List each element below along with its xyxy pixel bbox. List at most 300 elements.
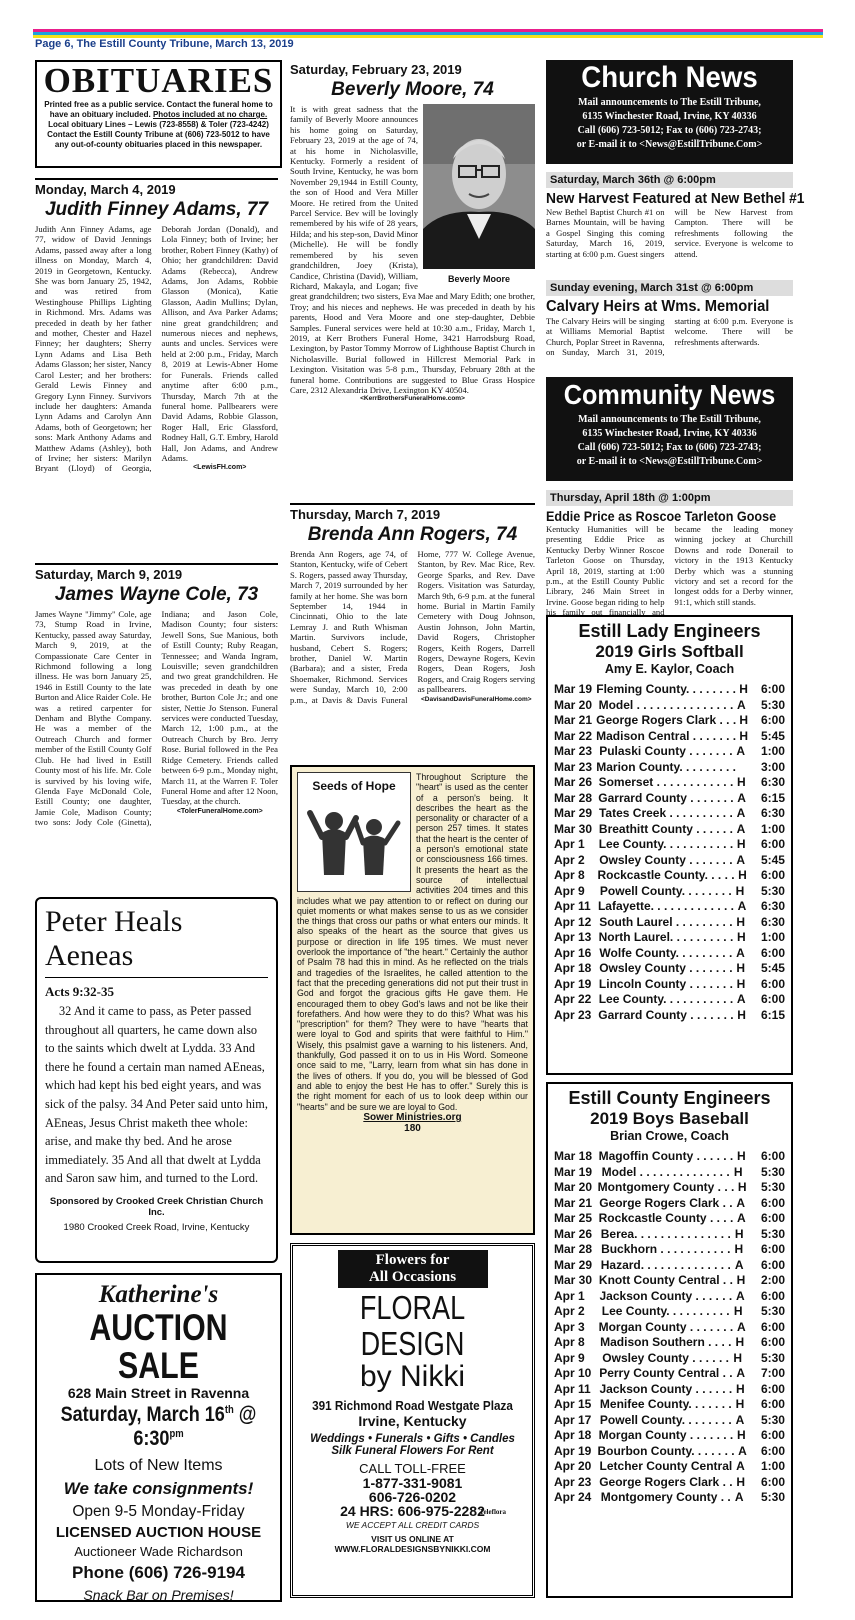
- game-opponent: Somerset . . . . . . . . . . . .: [598, 775, 734, 789]
- auction-line6: Snack Bar on Premises!: [83, 1587, 234, 1603]
- game-time: 6:00: [760, 713, 785, 727]
- softball-coach: Amy E. Kaylor, Coach: [604, 662, 735, 676]
- auction-headline: AUCTION SALE: [89, 1307, 228, 1386]
- schedule-row: [554, 775, 785, 791]
- game-site: A: [736, 1195, 746, 1210]
- baseball-schedule: [546, 1082, 793, 1598]
- game-date: Apr 20: [554, 1459, 592, 1473]
- game-date: Mar 21: [554, 1195, 593, 1210]
- obit-cole: [35, 563, 278, 885]
- game-opponent: Knott County Central . .: [598, 1273, 733, 1287]
- game-opponent: Fleming County. . . . . . . .: [596, 682, 737, 696]
- game-time: 6:00: [760, 1211, 785, 1225]
- game-opponent: Letcher County Central: [599, 1459, 733, 1473]
- game-opponent: Marion County. . . . . . . . .: [596, 759, 737, 774]
- obit-credit[interactable]: <LewisFH.com>: [193, 464, 247, 472]
- game-site: A: [735, 1412, 745, 1427]
- game-opponent: Model . . . . . . . . . . . . . .: [601, 1164, 730, 1179]
- game-time: 5:30: [760, 1226, 785, 1241]
- game-time: 5:30: [760, 1412, 785, 1427]
- schedule-row: [554, 791, 785, 807]
- game-site: A: [736, 852, 746, 867]
- schedule-row: [554, 1413, 785, 1429]
- game-opponent: Breathitt County . . . . . .: [598, 821, 733, 836]
- obit-body: Brenda Ann Rogers, age 74, of Stanton, Kentucky, wife of Cebert S. Rogers, passed away Thursday, March 7, 2019 surrounded by her family at her home. She was born September 14, 1944 in Cincinnati, Ohio to the late Lemray J. and Ruth Whisman Martin. Survivors include, husband, Cebert S. Rogers; brother, Daniel W. Martin (Barbara); and a sister, Freda Shoemaker, Richmond. Services were Sunday, March 10, 2:00 p.m., at Davis & Davis Funeral Home, 777 W. College Avenue, Stanton, by Rev. Mac Rice, Rev. George Sparks, and Rev. Dave Rogers. Visitation was Saturday, March 9th, 6-9 p.m. at the funeral home. Burial in Martin Family Cemetery with Doug Johnson, Austin Johnson, John Martin, David Rogers, Christopher Rogers, Keith Rogers, Darrell Rogers, Dewayne Rogers, Kevin Rogers, Dean Rogers, Josh Rogers, and Craig Rogers serving as pallbearers. <DavisandDavisFuneralHome.com>: [290, 549, 535, 705]
- obit-name: James Wayne Cole, 73: [54, 584, 259, 605]
- schedule-row: [554, 682, 785, 698]
- seeds-site[interactable]: Sower Ministries.org: [363, 1111, 462, 1123]
- schedule-row: [554, 1459, 785, 1475]
- game-date: Apr 19: [554, 1443, 592, 1458]
- floral-local[interactable]: 606-726-0202: [368, 1489, 457, 1505]
- schedule-row: [554, 837, 785, 853]
- game-date: Apr 8: [554, 1335, 585, 1349]
- schedule-row: [554, 698, 785, 714]
- game-site: A: [734, 1257, 744, 1272]
- game-date: Mar 30: [554, 821, 593, 836]
- baseball-games: [554, 1149, 785, 1506]
- obit-date: Monday, March 4, 2019: [35, 178, 278, 197]
- game-opponent: Menifee County. . . . . . .: [599, 1397, 732, 1411]
- game-site: H: [736, 1381, 745, 1396]
- game-time: 5:30: [760, 1490, 785, 1504]
- event-date: Thursday, April 18th @ 1:00pm: [546, 490, 793, 506]
- game-date: Apr 18: [554, 1428, 592, 1442]
- schedule-row: [554, 1227, 785, 1243]
- peter-title: Peter Heals Aeneas: [45, 905, 268, 978]
- game-date: Apr 1: [554, 1288, 585, 1303]
- seeds-body: Throughout Scripture the "heart" is used as the center of a person's being. It describes the heart as the personality or character of a person 257 times. It states that the heart is the center of a person's emotional state or consciousness 166 times. It presents the heart as the source of intellectual activities 204 times and this includes what we pay attention to or reflect on during our quiet moments or what makes sense to us as we consider the things that cross our paths or what enters our minds. It also speaks of the heart as the source that gives us purpose or direction in life 195 times. We must never overlook the importance of "the heart." Certainly the author of Psalm 78 had this in mind. As he reflected on the trials and tragedies of the Israelites, he called attention to the fact that the preceding generations did not put their trust in God and forgot the gracious gifts He gave them. He encouraged them to obey God's laws and not be like their forefathers. And how were they to do this? What was his "prescription" for them? They were to have "hearts that were loyal to God and spirits that were faithful to Him." Wisely, this psalmist gave a warning to his listeners. And, thankfully, God passed it on to us in His Word. Someone once said to me, "Larry, learn from what sin has done in the lives of others. If you do, you will be blessed of God and able to enjoy the best He has to offer." Surely this is the right moment for each of us to look deep within our "hearts" and be sure we are loyal to God.: [297, 772, 528, 1112]
- obituaries-box: [35, 60, 282, 168]
- game-time: 6:00: [760, 837, 785, 851]
- game-site: H: [736, 1428, 746, 1442]
- game-opponent: Jackson County . . . . . .: [599, 1288, 733, 1303]
- game-time: 5:30: [760, 1350, 785, 1365]
- game-site: H: [739, 713, 749, 727]
- notice-text2: Local obituary Lines – Lewis (723-8558) & Toler (723-4242): [48, 120, 269, 129]
- obit-adams: [35, 178, 278, 556]
- game-time: 6:00: [760, 976, 785, 991]
- baseball-coach: Brian Crowe, Coach: [610, 1129, 729, 1143]
- game-site: A: [736, 1459, 745, 1473]
- game-opponent: George Rogers Clark . . .: [596, 713, 737, 727]
- obit-credit[interactable]: <KerrBrothersFuneralHome.com>: [360, 395, 465, 403]
- game-site: H: [736, 1273, 746, 1287]
- game-site: A: [736, 1211, 746, 1225]
- community-news-info: Mail announcements to The Estill Tribune, 6135 Winchester Road, Irvine, KY 40336 Call (606) 723-5012; Fax to (606) 723-2743; or E-mail it to <News@EstillTribune.Com>: [576, 414, 763, 467]
- game-time: 6:00: [760, 1195, 785, 1210]
- event-title: Calvary Heirs at Wms. Memorial: [546, 298, 770, 315]
- schedule-row: [554, 1149, 785, 1165]
- game-date: Mar 30: [554, 1273, 593, 1287]
- game-site: H: [739, 682, 748, 696]
- game-site: A: [736, 1288, 745, 1303]
- auction-phone[interactable]: Phone (606) 726-9194: [72, 1563, 245, 1582]
- game-date: Mar 19: [554, 682, 593, 696]
- obit-name: Brenda Ann Rogers, 74: [307, 524, 518, 545]
- obit-date: Saturday, March 9, 2019: [35, 563, 278, 582]
- game-opponent: South Laurel . . . . . . . . .: [599, 914, 733, 929]
- game-site: A: [737, 790, 746, 805]
- game-site: A: [736, 1366, 746, 1380]
- game-site: H: [739, 728, 749, 743]
- game-time: 6:15: [760, 790, 785, 805]
- game-time: 6:00: [760, 1319, 785, 1334]
- game-time: 7:00: [760, 1366, 785, 1380]
- game-site: H: [736, 961, 746, 975]
- floral-name2: by Nikki: [359, 1360, 465, 1393]
- schedule-row: [554, 930, 785, 946]
- auction-name: Katherine's: [98, 1281, 219, 1308]
- game-date: Mar 20: [554, 1180, 593, 1194]
- game-site: H: [736, 775, 746, 789]
- game-date: Mar 21: [554, 713, 593, 727]
- teleflora-logo: Teleflora: [479, 1508, 506, 1516]
- game-time: 1:00: [760, 744, 785, 758]
- floral-cards: WE ACCEPT ALL CREDIT CARDS: [345, 1520, 480, 1530]
- game-site: H: [737, 1007, 746, 1022]
- obit-date: Saturday, February 23, 2019: [290, 62, 462, 77]
- auction-line3: Open 9-5 Monday-Friday: [72, 1503, 245, 1520]
- game-date: Mar 26: [554, 775, 593, 789]
- floral-tollfree[interactable]: 1-877-331-9081: [362, 1475, 463, 1491]
- game-opponent: Garrard County . . . . . . .: [598, 790, 734, 805]
- auction-line2: We take consignments!: [63, 1479, 254, 1498]
- peter-sponsor: Sponsored by Crooked Creek Christian Church Inc.: [49, 1195, 264, 1218]
- game-opponent: Berea. . . . . . . . . . . . . . .: [600, 1226, 731, 1241]
- game-opponent: Montgomery County . .: [600, 1490, 731, 1504]
- game-site: H: [736, 930, 746, 944]
- game-time: 6:00: [760, 1443, 785, 1458]
- obit-credit[interactable]: <DavisandDavisFuneralHome.com>: [420, 695, 532, 703]
- game-date: Apr 1: [554, 837, 585, 851]
- event-date: Saturday, March 36th @ 6:00pm: [546, 172, 793, 188]
- game-date: Apr 11: [554, 899, 591, 913]
- schedule-row: [554, 713, 785, 729]
- game-opponent: Lee County. . . . . . . . . . .: [598, 992, 734, 1006]
- game-date: Apr 10: [554, 1366, 592, 1380]
- game-opponent: George Rogers Clark . .: [599, 1474, 733, 1489]
- floral-silk: Silk Funeral Flowers For Rent: [331, 1445, 494, 1457]
- game-site: A: [738, 1443, 747, 1458]
- game-date: Mar 23: [554, 759, 593, 774]
- schedule-row: [554, 1180, 785, 1196]
- game-site: H: [733, 1304, 743, 1318]
- game-opponent: Buckhorn . . . . . . . . . . .: [601, 1242, 731, 1256]
- game-site: H: [734, 1242, 744, 1256]
- game-opponent: Morgan County . . . . . . .: [598, 1428, 734, 1442]
- church-news-info: Mail announcements to The Estill Tribune, 6135 Winchester Road, Irvine, KY 40336 Call (606) 723-5012; Fax to (606) 723-2743; or E-mail it to <News@EstillTribune.Com>: [576, 97, 763, 150]
- church-news-title: Church News: [581, 61, 758, 94]
- game-time: 6:00: [760, 1288, 785, 1303]
- schedule-row: [554, 1289, 785, 1305]
- floral-call: CALL TOLL-FREE: [359, 1461, 466, 1476]
- game-time: 6:00: [760, 682, 785, 696]
- game-time: 5:30: [760, 1164, 785, 1179]
- obit-body: James Wayne "Jimmy" Cole, age 73, Stump Road in Irvine, Kentucky, passed away Saturday, March 9, 2019, at the Compassionate Care Center in Richmond following a long illness. He was born January 25, 1946 in Estill County to the late Burton and Alice Raider Cole. He was a retired carpenter for Denham and Blythe Company. He was a member of the Outreach Church and former member of the Estill County Golf Club. He had lived in Estill County most of his life. Mr. Cole is survived by his loving wife, Glenda Faye McDonald Cole, Estill County; one daughter, Jamie Cole, Madison County; two sons: Jody Cole (Ginetta), Indiana; and Jason Cole, Madison County; four sisters: Jewell Sons, Sue Manious, both of Estill County; Ruby Reagan, Tennessee; and Wanda Ingram, Louisville; seven grandchildren and two great grandchildren. He was preceded in death by one brother, Burton Cole Jr.; and one sister, Nettie Jo Stenson. Funeral services were conducted Tuesday, March 12, 1:00 p.m., at the Outreach Church by Bro. Jerry Rose. Burial followed in the Pea Ridge Cemetery. Friends called between 6-9 p.m., Monday night, March 11, at the Warren F. Toler Funeral Home and after 12 Noon, Tuesday, at the church. <TolerFuneralHome.com>: [35, 609, 278, 828]
- game-time: 6:00: [760, 1335, 785, 1349]
- game-date: Mar 20: [554, 697, 593, 712]
- game-time: 1:00: [760, 821, 785, 836]
- game-time: 1:00: [760, 1459, 785, 1473]
- game-time: 6:00: [760, 945, 785, 960]
- game-date: Apr 2: [554, 1304, 585, 1318]
- event-title: Eddie Price as Roscoe Tarleton Goose: [546, 508, 777, 524]
- game-site: H: [736, 914, 746, 929]
- schedule-row: [554, 760, 785, 776]
- church-event-1: [546, 172, 805, 274]
- game-opponent: Lincoln County . . . . . . .: [598, 976, 733, 991]
- schedule-row: [554, 1304, 785, 1320]
- game-time: 6:00: [760, 1381, 785, 1396]
- page-header: Page 6, The Estill County Tribune, March 13, 2019: [35, 38, 294, 50]
- peter-ref: Acts 9:32-35: [45, 984, 114, 999]
- schedule-row: [554, 1211, 785, 1227]
- notice-text3: Contact the Estill County Tribune at (606) 723-5012 to have any out-of-county obituaries placed in this newspaper.: [47, 130, 270, 149]
- auction-address: 628 Main Street in Ravenna: [67, 1385, 250, 1401]
- auction-ad: [35, 1273, 282, 1602]
- game-site: H: [736, 1474, 746, 1489]
- game-site: H: [736, 837, 746, 851]
- game-opponent: Perry County Central . .: [599, 1366, 733, 1380]
- floral-name1: FLORAL DESIGN: [359, 1289, 466, 1362]
- community-news-title: Community News: [563, 379, 776, 410]
- game-opponent: Montgomery County . . .: [597, 1180, 735, 1194]
- game-date: Mar 28: [554, 790, 593, 805]
- game-site: H: [734, 1226, 744, 1241]
- softball-games: [554, 682, 785, 1023]
- event-body: Kentucky Humanities will be presenting Eddie Price as Kentucky Derby Winner Roscoe Tarleton Goose on Thursday, April 18, 2019, starting at 1:00 p.m., at the Estill County Public Library, 246 Main Street in Irvine. Goose began riding to help his family out financially and became the leading money winning jockey at Churchill Downs and rode Donerail to victory in the 1913 Kentucky Derby which was a stunning victory and set a record for the longest odds for a Derby winner, 91:1, which still stands.: [546, 524, 793, 618]
- game-time: 6:00: [760, 1242, 785, 1256]
- game-date: Apr 13: [554, 930, 592, 944]
- obituaries-notice: [37, 100, 280, 150]
- game-date: Apr 22: [554, 992, 592, 1006]
- game-opponent: Powell County. . . . . . . .: [599, 883, 732, 898]
- game-date: Apr 3: [554, 1319, 585, 1334]
- church-news-banner: [546, 60, 793, 164]
- game-date: Mar 19: [554, 1164, 593, 1179]
- game-opponent: Rockcastle County . . . .: [598, 1211, 734, 1225]
- community-event: [546, 490, 793, 618]
- notice-text1b: Photos included at no charge.: [152, 110, 268, 119]
- game-time: 6:30: [760, 914, 785, 929]
- auction-date: Saturday, March 16th @ $6:30^{pm}$: [60, 1403, 257, 1450]
- game-date: Mar 28: [554, 1242, 593, 1256]
- floral-url[interactable]: WWW.FLORALDESIGNSBYNIKKI.COM: [334, 1544, 491, 1554]
- game-time: 5:30: [760, 697, 785, 712]
- schedule-row: [554, 884, 785, 900]
- floral-services: Weddings • Funerals • Gifts • Candles: [310, 1433, 515, 1445]
- seeds-num: 180: [404, 1122, 421, 1134]
- game-site: H: [738, 868, 747, 882]
- game-date: Apr 9: [554, 883, 585, 898]
- game-opponent: Madison Southern . . . .: [600, 1335, 732, 1349]
- game-site: H: [736, 1149, 746, 1163]
- game-opponent: Pulaski County . . . . . . .: [599, 744, 733, 758]
- game-opponent: Tates Creek . . . . . . . . . .: [598, 806, 733, 820]
- seeds-figures-icon: [304, 793, 404, 878]
- softball-title1: Estill Lady Engineers: [578, 621, 761, 641]
- game-site: A: [736, 821, 746, 836]
- floral-tag: Flowers for All Occasions: [338, 1250, 488, 1288]
- game-site: H: [735, 883, 745, 898]
- obit-date: Thursday, March 7, 2019: [290, 503, 535, 522]
- game-time: 6:00: [760, 868, 785, 882]
- game-time: 1:00: [760, 930, 785, 944]
- game-time: 6:00: [760, 992, 785, 1006]
- game-time: 6:30: [760, 899, 785, 913]
- schedule-row: [554, 1351, 785, 1367]
- auction-line4: LICENSED AUCTION HOUSE: [55, 1524, 262, 1541]
- game-date: Apr 16: [554, 945, 592, 960]
- game-opponent: Wolfe County. . . . . . . . .: [599, 945, 733, 960]
- game-time: 5:45: [760, 728, 785, 743]
- schedule-row: [554, 1382, 785, 1398]
- game-date: Mar 25: [554, 1211, 593, 1225]
- game-date: Mar 18: [554, 1149, 593, 1163]
- church-event-2: [546, 280, 793, 372]
- event-body: The Calvary Heirs will be singing at Williams Memorial Baptist Church, Poplar Street in Ravenna, on Sunday, March 31, 2019, starting at 6:00 p.m. Everyone is welcome. There will be refreshments afterwards.: [546, 316, 793, 358]
- schedule-row: [554, 1490, 785, 1506]
- event-body: New Bethel Baptist Church #1 on Barnes Mountain, will be having a Gospel Singing this coming Saturday, March 16, 2019, starting at 6:00 p.m. Guest singers will be New Harvest from Campton. There will be refreshments following the service. Everyone is welcome to attend.: [546, 207, 793, 259]
- seeds-of-hope: [290, 765, 535, 1235]
- game-opponent: Lee County. . . . . . . . . . .: [598, 837, 734, 851]
- obit-name: Beverly Moore, 74: [331, 79, 494, 100]
- game-site: A: [736, 697, 746, 712]
- game-date: Apr 23: [554, 1474, 592, 1489]
- game-time: 5:30: [760, 1304, 785, 1318]
- game-time: 6:30: [760, 806, 785, 820]
- auction-line5: Auctioneer Wade Richardson: [74, 1544, 243, 1559]
- floral-ad: [290, 1243, 535, 1598]
- schedule-row: [554, 1475, 785, 1491]
- game-opponent: Powell County. . . . . . . .: [599, 1412, 732, 1427]
- schedule-row: [554, 1320, 785, 1336]
- obit-credit[interactable]: <TolerFuneralHome.com>: [176, 807, 263, 815]
- game-date: Apr 12: [554, 914, 592, 929]
- game-opponent: Rockcastle County. . . . .: [597, 868, 735, 882]
- game-site: H: [735, 1397, 745, 1411]
- schedule-row: [554, 1273, 785, 1289]
- schedule-row: [554, 977, 785, 993]
- game-time: 6:00: [760, 1428, 785, 1442]
- game-opponent: Bourbon County. . . . . . .: [597, 1443, 735, 1458]
- schedule-row: [554, 1397, 785, 1413]
- game-opponent: Magoffin County . . . . . .: [598, 1149, 734, 1163]
- game-date: Apr 23: [554, 1007, 592, 1022]
- seeds-logo-text: Seeds of Hope: [312, 779, 396, 793]
- schedule-row: [554, 1366, 785, 1382]
- game-date: Mar 29: [554, 1257, 593, 1272]
- game-site: H: [736, 976, 746, 991]
- game-site: A: [734, 1490, 744, 1504]
- community-news-banner: [546, 377, 793, 481]
- game-site: A: [736, 744, 746, 758]
- baseball-title2: 2019 Boys Baseball: [590, 1109, 749, 1128]
- game-time: 2:00: [760, 1273, 785, 1287]
- game-site: H: [733, 1350, 742, 1365]
- game-time: 6:00: [760, 1397, 785, 1411]
- schedule-row: [554, 1258, 785, 1274]
- game-site: H: [735, 1335, 745, 1349]
- game-date: Apr 24: [554, 1490, 592, 1504]
- game-date: Apr 17: [554, 1412, 592, 1427]
- obit-name: Judith Finney Adams, 77: [44, 199, 269, 220]
- game-site: A: [736, 1319, 746, 1334]
- game-time: 5:30: [760, 883, 785, 898]
- game-date: Mar 22: [554, 728, 593, 743]
- game-site: A: [736, 806, 746, 820]
- game-time: 3:00: [760, 759, 785, 774]
- schedule-row: [554, 822, 785, 838]
- schedule-row: [554, 915, 785, 931]
- game-opponent: Owsley County . . . . . . .: [599, 852, 733, 867]
- game-opponent: Morgan County . . . . . . .: [598, 1319, 734, 1334]
- notice-text1: Printed free as a public service. Contact the funeral home to have an obituary included.: [44, 100, 273, 119]
- schedule-row: [554, 1335, 785, 1351]
- game-opponent: Madison Central . . . . . . .: [596, 728, 737, 743]
- game-date: Apr 15: [554, 1397, 592, 1411]
- game-opponent: Model . . . . . . . . . . . . . . .: [598, 697, 734, 712]
- schedule-row: [554, 868, 785, 884]
- obit-body: It is with great sadness that the family of Beverly Moore announces his home going on Saturday, February 23, 2019 at the age of 74, at his home in Nicholasville, Kentucky. Formerly a resident of South Irvine, Kentucky, he was born November 29,1944 in Estill County, the son of Hood and Vera Miller Moore. He retired from the United Parcel Service. Bev will be lovingly remembered by his wife of 28 years, Hilda; and his step-son, David Minor (Michelle). He will be fondly remembered by his seven grandchildren, Joey (Krista), Candice, Christina (David), William, Richard, Makayla, and Logan; five great grandchildren; two sisters, Eva Mae and Mary Edith; one brother, Troy; and his nieces and nephews. He was preceded in death by his parents, Hood and Vera Moore and one step-daughter, Debbie Samples. Funeral services were held at 10:30 a.m., Friday, March 1, 2019, at Kerr Brothers Funeral Home, 3421 Harrodsburg Road, Lexington, by Pastor Tommy Morrow of Lighthouse Baptist Church in Nicholasville. Burial followed in Hillcrest Memorial Park in Lexington. Visitation was 5-8 p.m., Thursday, February 28th at the funeral home. Contributions are suggested to Blue Grass Hospice Care, 2312 Alexandria Drive, Lexington KY 40504.: [290, 104, 535, 395]
- game-date: Apr 19: [554, 976, 592, 991]
- floral-addr2: Irvine, Kentucky: [358, 1413, 467, 1429]
- event-title: New Harvest Featured at New Bethel #1: [546, 190, 805, 207]
- schedule-row: [554, 946, 785, 962]
- obituaries-title: OBITUARIES: [43, 61, 274, 100]
- game-date: Apr 18: [554, 961, 592, 975]
- game-date: Mar 23: [554, 744, 593, 758]
- game-time: 5:45: [760, 961, 785, 975]
- game-date: Apr 2: [554, 852, 585, 867]
- floral-addr1: 391 Richmond Road Westgate Plaza: [312, 1398, 513, 1413]
- game-date: Mar 29: [554, 806, 593, 820]
- obit-body: Judith Ann Finney Adams, age 77, widow of David Jennings Adams, passed away after a long illness on Monday, March 4, 2019 in Georgetown, Kentucky. She was born January 25, 1942, and was retired from Westinghouse Phillips Lighting in Richmond. Mrs. Adams was preceded in death by her father and mother, Chester and Hazel Finney; her daughters; Sherry Lynn Adams and Lisa Beth Adams Glasson; her sister, Nancy Carol Lester; and her brothers: Gerald Lewis Finney and Gregory Lynn Finney. Survivors include her daughters: Amanda Lynn Adams and Carolyn Ann Adams, both of Georgetown; her sons: Mark Anthony Adams and Matthew Adams (Ashley), both of Irvine; her sisters: Marilyn Bryant (Lloyd) of Georgia, Deborah Jordan (Donald), and Lola Finney; both of Irvine; her brother, Robert Finney (Kathy) of Ohio; her grandchildren: David Adams (Rebecca), Andrew Adams, Jon Adams, Robbie Glasson (Monica), Katie Glasson, Aadin Mullins; Dylan, Allison, and Ava Parker Adams; nine great grandchildren; and numerous nieces and nephews, aunts and uncles. Services were held at 2:00 p.m., Friday, March 8, 2019 at Lewis-Abner Home for Funerals. Friends called anytime after 6:00 p.m., Thursday, March 7th at the funeral home. Pallbearers were David Adams, Robbie Glasson, Roger Hall, Eric Glassford, Rodney Hall, G.T. Embry, Harold Hall, Jon Adams, and Andrew Adams. <LewisFH.com>: [35, 224, 278, 474]
- obit-rogers: [290, 503, 535, 758]
- seeds-logo: [297, 772, 411, 892]
- game-opponent: Lafayette. . . . . . . . . . . . .: [597, 899, 734, 913]
- portrait-image: [423, 104, 535, 269]
- game-opponent: North Laurel. . . . . . . . . .: [598, 930, 734, 944]
- game-site: A: [737, 899, 747, 913]
- schedule-row: [554, 961, 785, 977]
- game-site: H: [737, 1180, 747, 1194]
- softball-schedule: [546, 615, 793, 1075]
- schedule-row: [554, 1444, 785, 1460]
- seeds-footer: [297, 1112, 528, 1134]
- schedule-row: [554, 1008, 785, 1024]
- game-time: 6:00: [760, 1474, 785, 1489]
- game-date: Mar 26: [554, 1226, 593, 1241]
- game-date: Apr 8: [554, 868, 585, 882]
- game-time: 6:15: [760, 1007, 785, 1022]
- softball-title2: 2019 Girls Softball: [595, 642, 744, 661]
- schedule-row: [554, 729, 785, 745]
- game-opponent: Hazard. . . . . . . . . . . . . .: [600, 1257, 731, 1272]
- floral-visit: VISIT US ONLINE AT: [371, 1534, 454, 1544]
- game-opponent: Lee County. . . . . . . . . .: [601, 1304, 730, 1318]
- baseball-title1: Estill County Engineers: [568, 1088, 771, 1108]
- photo-caption: Beverly Moore: [447, 274, 511, 284]
- obit-photo: [423, 104, 535, 282]
- obit-moore: [290, 60, 535, 500]
- peter-body: 32 And it came to pass, as Peter passed throughout all quarters, he came down also to the saints which dwelt at Lydda. 33 And there he found a certain man named AEneas, which had kept his bed eight years, and was sick of the palsy. 34 And Peter said unto him, AEneas, Jesus Christ maketh thee whole: arise, and make thy bed. And he arose immediately. 35 And all that dwelt at Lydda and Saron saw him, and turned to the Lord.: [45, 1004, 268, 1186]
- auction-line1: Lots of New Items: [94, 1457, 223, 1474]
- game-site: A: [736, 945, 745, 960]
- peter-address: 1980 Crooked Creek Road, Irvine, Kentucky: [63, 1221, 250, 1233]
- floral-hrs[interactable]: 24 HRS: 606-975-2282: [340, 1503, 485, 1519]
